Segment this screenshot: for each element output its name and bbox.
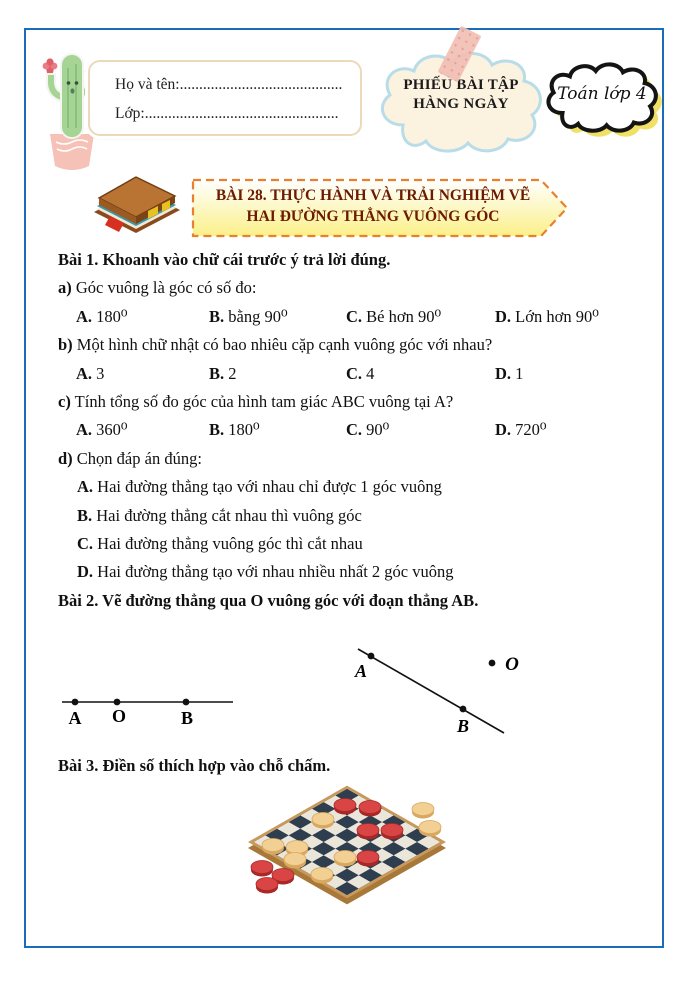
bai1-qc-options — [58, 416, 624, 444]
question-text: Góc vuông là góc có số đo: — [75, 278, 257, 298]
figure-segment-ab-point-o — [354, 649, 519, 736]
option-a[interactable]: A. Hai đường thẳng tạo với nhau chỉ được 1 góc vuông — [77, 477, 442, 497]
question-label: d) — [58, 448, 73, 468]
option-d[interactable]: D. Lớn hơn 90⁰ — [495, 306, 599, 326]
bai1-qc-prompt — [58, 388, 624, 416]
exercise-content — [58, 246, 624, 615]
bai1-qb-options — [58, 360, 624, 388]
question-text: Chọn đáp án đúng: — [76, 448, 202, 468]
cactus-pot — [50, 134, 94, 170]
option-d[interactable]: D. 720⁰ — [495, 420, 547, 440]
point-label-o: O — [111, 706, 127, 726]
bai2-figures — [40, 620, 520, 748]
bai1-title: Bài 1. Khoanh vào chữ cái trước ý trả lời đúng. — [58, 250, 391, 269]
checkers-board-image — [232, 780, 462, 912]
bai1-qb-prompt — [58, 331, 624, 359]
question-label: b) — [58, 335, 73, 355]
point-label-a: A — [354, 661, 368, 681]
option-b[interactable]: B. 2 — [209, 363, 237, 383]
cactus-flower-icon — [43, 58, 58, 73]
bai1-qa-options — [58, 303, 624, 331]
figure-line-aob — [62, 699, 233, 728]
option-b[interactable]: B. 180⁰ — [209, 420, 260, 440]
option-a[interactable]: A. 3 — [76, 363, 105, 383]
question-text: Một hình chữ nhật có bao nhiêu cặp cạnh vuông góc với nhau? — [76, 335, 493, 355]
point-label-b: B — [456, 716, 470, 736]
option-a[interactable]: A. 360⁰ — [76, 420, 128, 440]
question-text: Tính tổng số đo góc của hình tam giác ABC vuông tại A? — [74, 392, 454, 411]
bai1-qa-prompt — [58, 274, 624, 302]
class-field[interactable]: Lớp:.................................................. — [115, 105, 339, 122]
point-label-b: B — [180, 708, 194, 728]
bai2-title: Bài 2. Vẽ đường thẳng qua O vuông góc với đoạn thẳng AB. — [58, 590, 479, 610]
option-c[interactable]: C. 4 — [346, 363, 375, 383]
point-label-o: O — [505, 654, 519, 675]
daily-worksheet-badge: PHIẾU BÀI TẬP HÀNG NGÀY — [403, 77, 519, 112]
option-c[interactable]: C. 90⁰ — [346, 420, 390, 440]
option-c[interactable]: C. Hai đường thẳng vuông góc thì cắt nhau — [77, 534, 363, 554]
question-label: a) — [58, 278, 72, 298]
bai3-title: Bài 3. Điền số thích hợp vào chỗ chấm. — [58, 756, 331, 775]
name-field[interactable]: Họ và tên:.......................................... — [115, 76, 343, 93]
option-b[interactable]: B. Hai đường thẳng cắt nhau thì vuông góc — [77, 505, 362, 525]
option-a[interactable]: A. 180⁰ — [76, 306, 128, 326]
book-icon — [86, 172, 188, 246]
question-label: c) — [58, 392, 71, 411]
student-info-box — [88, 60, 362, 136]
option-b[interactable]: B. bằng 90⁰ — [209, 306, 288, 326]
point-label-a: A — [68, 708, 82, 728]
option-d[interactable]: D. Hai đường thẳng tạo với nhau nhiều nhất 2 góc vuông — [77, 562, 454, 582]
option-d[interactable]: D. 1 — [495, 363, 524, 383]
grade-badge: Toán lớp 4 — [557, 84, 647, 104]
bai1-qd-prompt — [58, 445, 624, 473]
option-c[interactable]: C. Bé hơn 90⁰ — [346, 306, 442, 326]
lesson-title: BÀI 28. THỰC HÀNH VÀ TRẢI NGHIỆM VẼ HAI ĐƯỜNG THẲNG VUÔNG GÓC — [215, 187, 531, 225]
